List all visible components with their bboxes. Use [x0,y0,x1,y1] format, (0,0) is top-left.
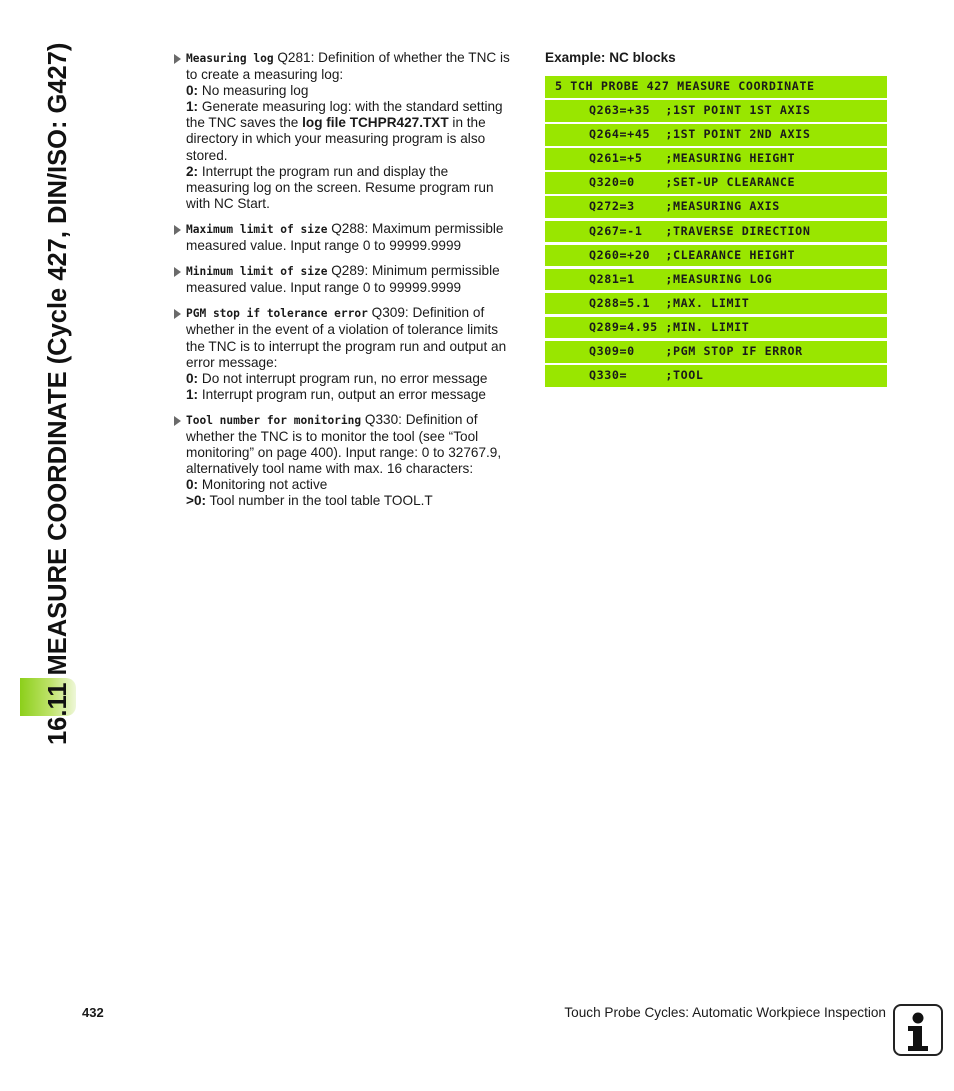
bullet-arrow-icon [174,267,181,277]
nc-block-row: Q289=4.95 ;MIN. LIMIT [545,317,887,339]
parameter-line [186,355,528,371]
nc-block-row: Q267=-1 ;TRAVERSE DIRECTION [545,221,887,243]
text-run: Q330: Definition of [361,411,478,427]
parameter-line [186,445,528,461]
parameter-line [186,263,528,280]
bullet-arrow-icon [174,225,181,235]
text-run: Q289: Minimum permissible [327,263,500,279]
text-run: whether in the event of a violation of tolerance limits [186,322,499,338]
text-run: No measuring log [198,83,309,99]
parameter-line [186,493,528,509]
text-run: Q281: Definition of whether the TNC is [273,50,510,65]
text-run: whether the TNC is to monitor the tool (see “Tool [186,428,479,444]
parameter-line [186,305,528,322]
text-run: directory in which your measuring program is also [186,131,486,147]
text-run: with NC Start. [186,195,270,211]
nc-block-row: Q309=0 ;PGM STOP IF ERROR [545,341,887,363]
parameter-line [186,461,528,477]
nc-block-row: 5 TCH PROBE 427 MEASURE COORDINATE [545,76,887,98]
parameter-line [186,429,528,445]
parameter-code: Measuring log [186,52,274,65]
parameter-line [186,148,528,164]
parameter-line [186,99,528,115]
bold-term: >0: [186,493,207,509]
parameter-line [186,221,528,238]
info-icon [893,1004,943,1056]
bold-term: 1: [186,99,199,115]
nc-block-row: Q261=+5 ;MEASURING HEIGHT [545,148,887,170]
text-run: measured value. Input range 0 to 99999.9999 [186,280,462,296]
text-run: measuring log on the screen. Resume program run [186,179,494,195]
text-run: to create a measuring log: [186,67,344,83]
text-run: the TNC saves the [186,115,303,131]
text-run: Do not interrupt program run, no error message [198,370,488,386]
nc-block-row: Q320=0 ;SET-UP CLEARANCE [545,172,887,194]
text-run: the TNC is to interrupt the program run and output an [186,338,507,354]
bold-term: 2: [186,163,199,179]
nc-block-list [545,76,887,387]
text-run: stored. [186,147,228,163]
parameter-line [186,50,528,67]
bold-term: 0: [186,477,199,493]
parameter-code: Maximum limit of size [186,222,328,236]
text-run: measured value. Input range 0 to 99999.9999 [186,238,462,254]
text-run: error message: [186,354,278,370]
bullet-arrow-icon [174,309,181,319]
parameter-line [186,164,528,180]
nc-block-row: Q260=+20 ;CLEARANCE HEIGHT [545,245,887,267]
parameter-line [186,196,528,212]
footer-chapter: Touch Probe Cycles: Automatic Workpiece Inspection [564,1005,886,1020]
parameter-code: Tool number for monitoring [186,413,362,427]
text-run: in the [448,115,486,131]
text-run: Tool number in the tool table TOOL.T [206,493,433,509]
bullet-arrow-icon [174,54,181,64]
text-run: Q309: Definition of [367,305,485,321]
parameter-code: Minimum limit of size [186,265,328,279]
parameter-line [186,371,528,387]
parameter-line [186,131,528,147]
parameter-item [172,305,528,403]
bold-term: 0: [186,370,199,386]
bold-term: 1: [186,386,199,402]
example-section [545,50,887,389]
parameter-line [186,83,528,99]
parameter-code: PGM stop if tolerance error [186,307,368,321]
parameter-line [186,412,528,429]
parameter-line [186,322,528,338]
text-run: Interrupt the program run and display the [198,163,449,179]
nc-block-row: Q272=3 ;MEASURING AXIS [545,196,887,218]
example-title: Example: NC blocks [545,50,676,65]
parameter-line [186,387,528,403]
text-run: Monitoring not active [198,477,328,493]
side-title [20,0,72,745]
text-run: monitoring” on page 400). Input range: 0 to 32767.9, [186,445,502,461]
nc-block-row: Q281=1 ;MEASURING LOG [545,269,887,291]
parameter-line [186,238,528,254]
parameter-line [186,477,528,493]
bold-term: 0: [186,83,199,99]
text-run: Generate measuring log: with the standard setting [198,99,503,115]
nc-block-row: Q330= ;TOOL [545,365,887,387]
parameter-line [186,115,528,131]
nc-block-row: Q288=5.1 ;MAX. LIMIT [545,293,887,315]
nc-block-row: Q263=+35 ;1ST POINT 1ST AXIS [545,100,887,122]
parameter-item [172,412,528,510]
page-number: 432 [82,1005,104,1020]
parameter-line [186,280,528,296]
text-run: Q288: Maximum permissible [327,220,504,236]
parameter-list [172,50,528,518]
parameter-line [186,180,528,196]
parameter-line [186,67,528,83]
parameter-line [186,339,528,355]
bold-term: log file TCHPR427.TXT [302,115,449,131]
nc-block-row: Q264=+45 ;1ST POINT 2ND AXIS [545,124,887,146]
parameter-item [172,221,528,254]
side-title-text: 16.11 MEASURE COORDINATE (Cycle 427, DIN/ISO: G427) [44,42,72,745]
parameter-item [172,263,528,296]
bullet-arrow-icon [174,416,181,426]
parameter-item [172,50,528,212]
text-run: alternatively tool name with max. 16 characters: [186,461,474,477]
text-run: Interrupt program run, output an error message [198,386,486,402]
